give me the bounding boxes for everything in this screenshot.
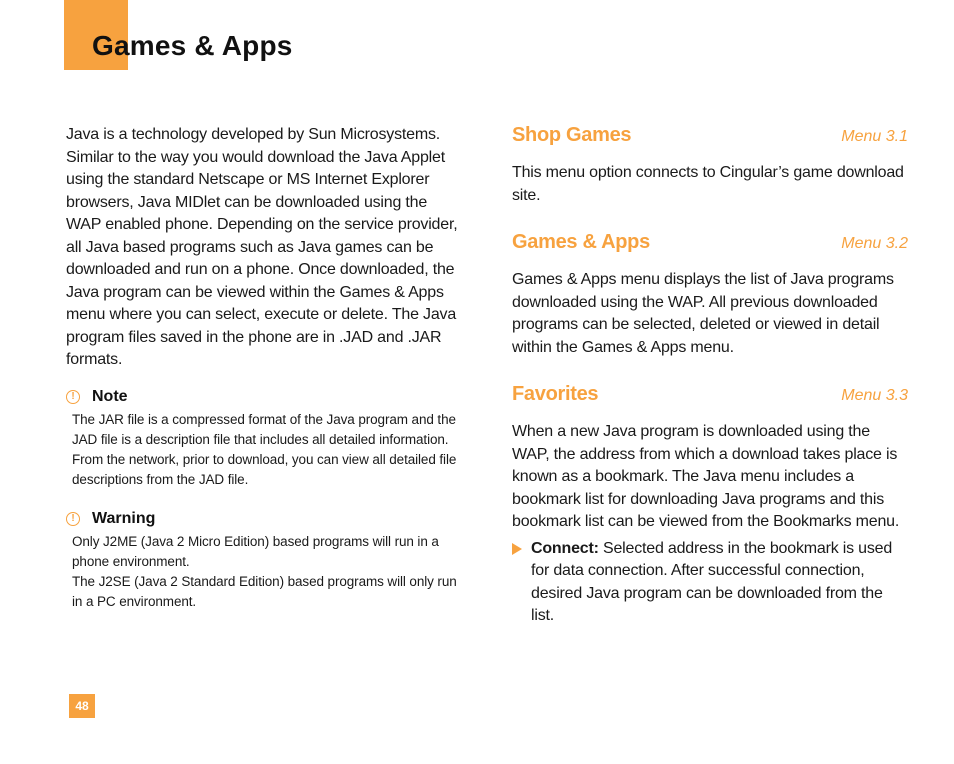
right-column [512,124,908,628]
spacer [512,207,908,231]
warning-text-j2me: Only J2ME (Java 2 Micro Edition) based programs will run in a phone environment. [72,533,439,569]
section-title: Shop Games [512,124,632,146]
section-header [512,231,908,261]
section-text: This menu option connects to Cingular’s game download site. [512,164,904,204]
connect-bullet [512,538,908,628]
page-title: Games & Apps [92,30,293,61]
bullet-description: Selected address in the bookmark is used for data connection. After successful connection, desired Java program can be downloaded from the list. [531,539,893,624]
intro-paragraph: Java is a technology developed by Sun Microsystems. Similar to the way you would download the Java Applet using the standard Netscape or MS Internet Explorer browsers, Java MIDlet can be downloaded using the WAP enabled phone. Depending on the service provider, all Java based programs such as Java games can be downloaded and run on a phone. Once downloaded, the Java program can be viewed within the Games & Apps menu where you can select, execute or delete. The Java program files saved in the phone are in .JAD and .JAR formats. [66,126,458,368]
note-heading [66,386,458,408]
menu-number: Menu 3.3 [841,387,908,404]
note-callout [66,386,458,490]
page-number: 48 [69,694,95,718]
warning-text-j2se: The J2SE (Java 2 Standard Edition) based programs will only run in a PC environment. [72,573,457,609]
section-text: Games & Apps menu displays the list of Java programs downloaded using the WAP. All previous downloaded programs can be selected, deleted or viewed in detail within the Games & Apps menu. [512,271,894,356]
warning-heading [66,508,458,530]
bullet-label: Connect: [531,539,599,557]
warning-label: Warning [92,509,156,527]
section-text: When a new Java program is downloaded using the WAP, the address from which a download takes place is known as a bookmark. The Java menu includes a bookmark list for downloading Java programs and this bookmark list can be viewed from the Bookmarks menu. [512,423,900,530]
left-column [66,124,458,612]
note-text: The JAR file is a compressed format of the Java program and the JAD file is a description file that includes all detailed information. From the network, prior to download, you can view all detailed file descriptions from the JAD file. [72,411,457,487]
section-header [512,124,908,154]
triangle-bullet-icon [512,543,522,555]
section-games-apps [512,231,908,359]
menu-number: Menu 3.1 [841,128,908,145]
section-title: Favorites [512,383,599,405]
section-shop-games [512,124,908,207]
alert-icon: ! [66,390,80,404]
section-title: Games & Apps [512,231,650,253]
note-label: Note [92,387,128,405]
section-header [512,383,908,413]
spacer [512,359,908,383]
warning-callout [66,508,458,612]
alert-icon: ! [66,512,80,526]
menu-number: Menu 3.2 [841,235,908,252]
section-favorites [512,383,908,628]
bullet-text [531,538,908,628]
